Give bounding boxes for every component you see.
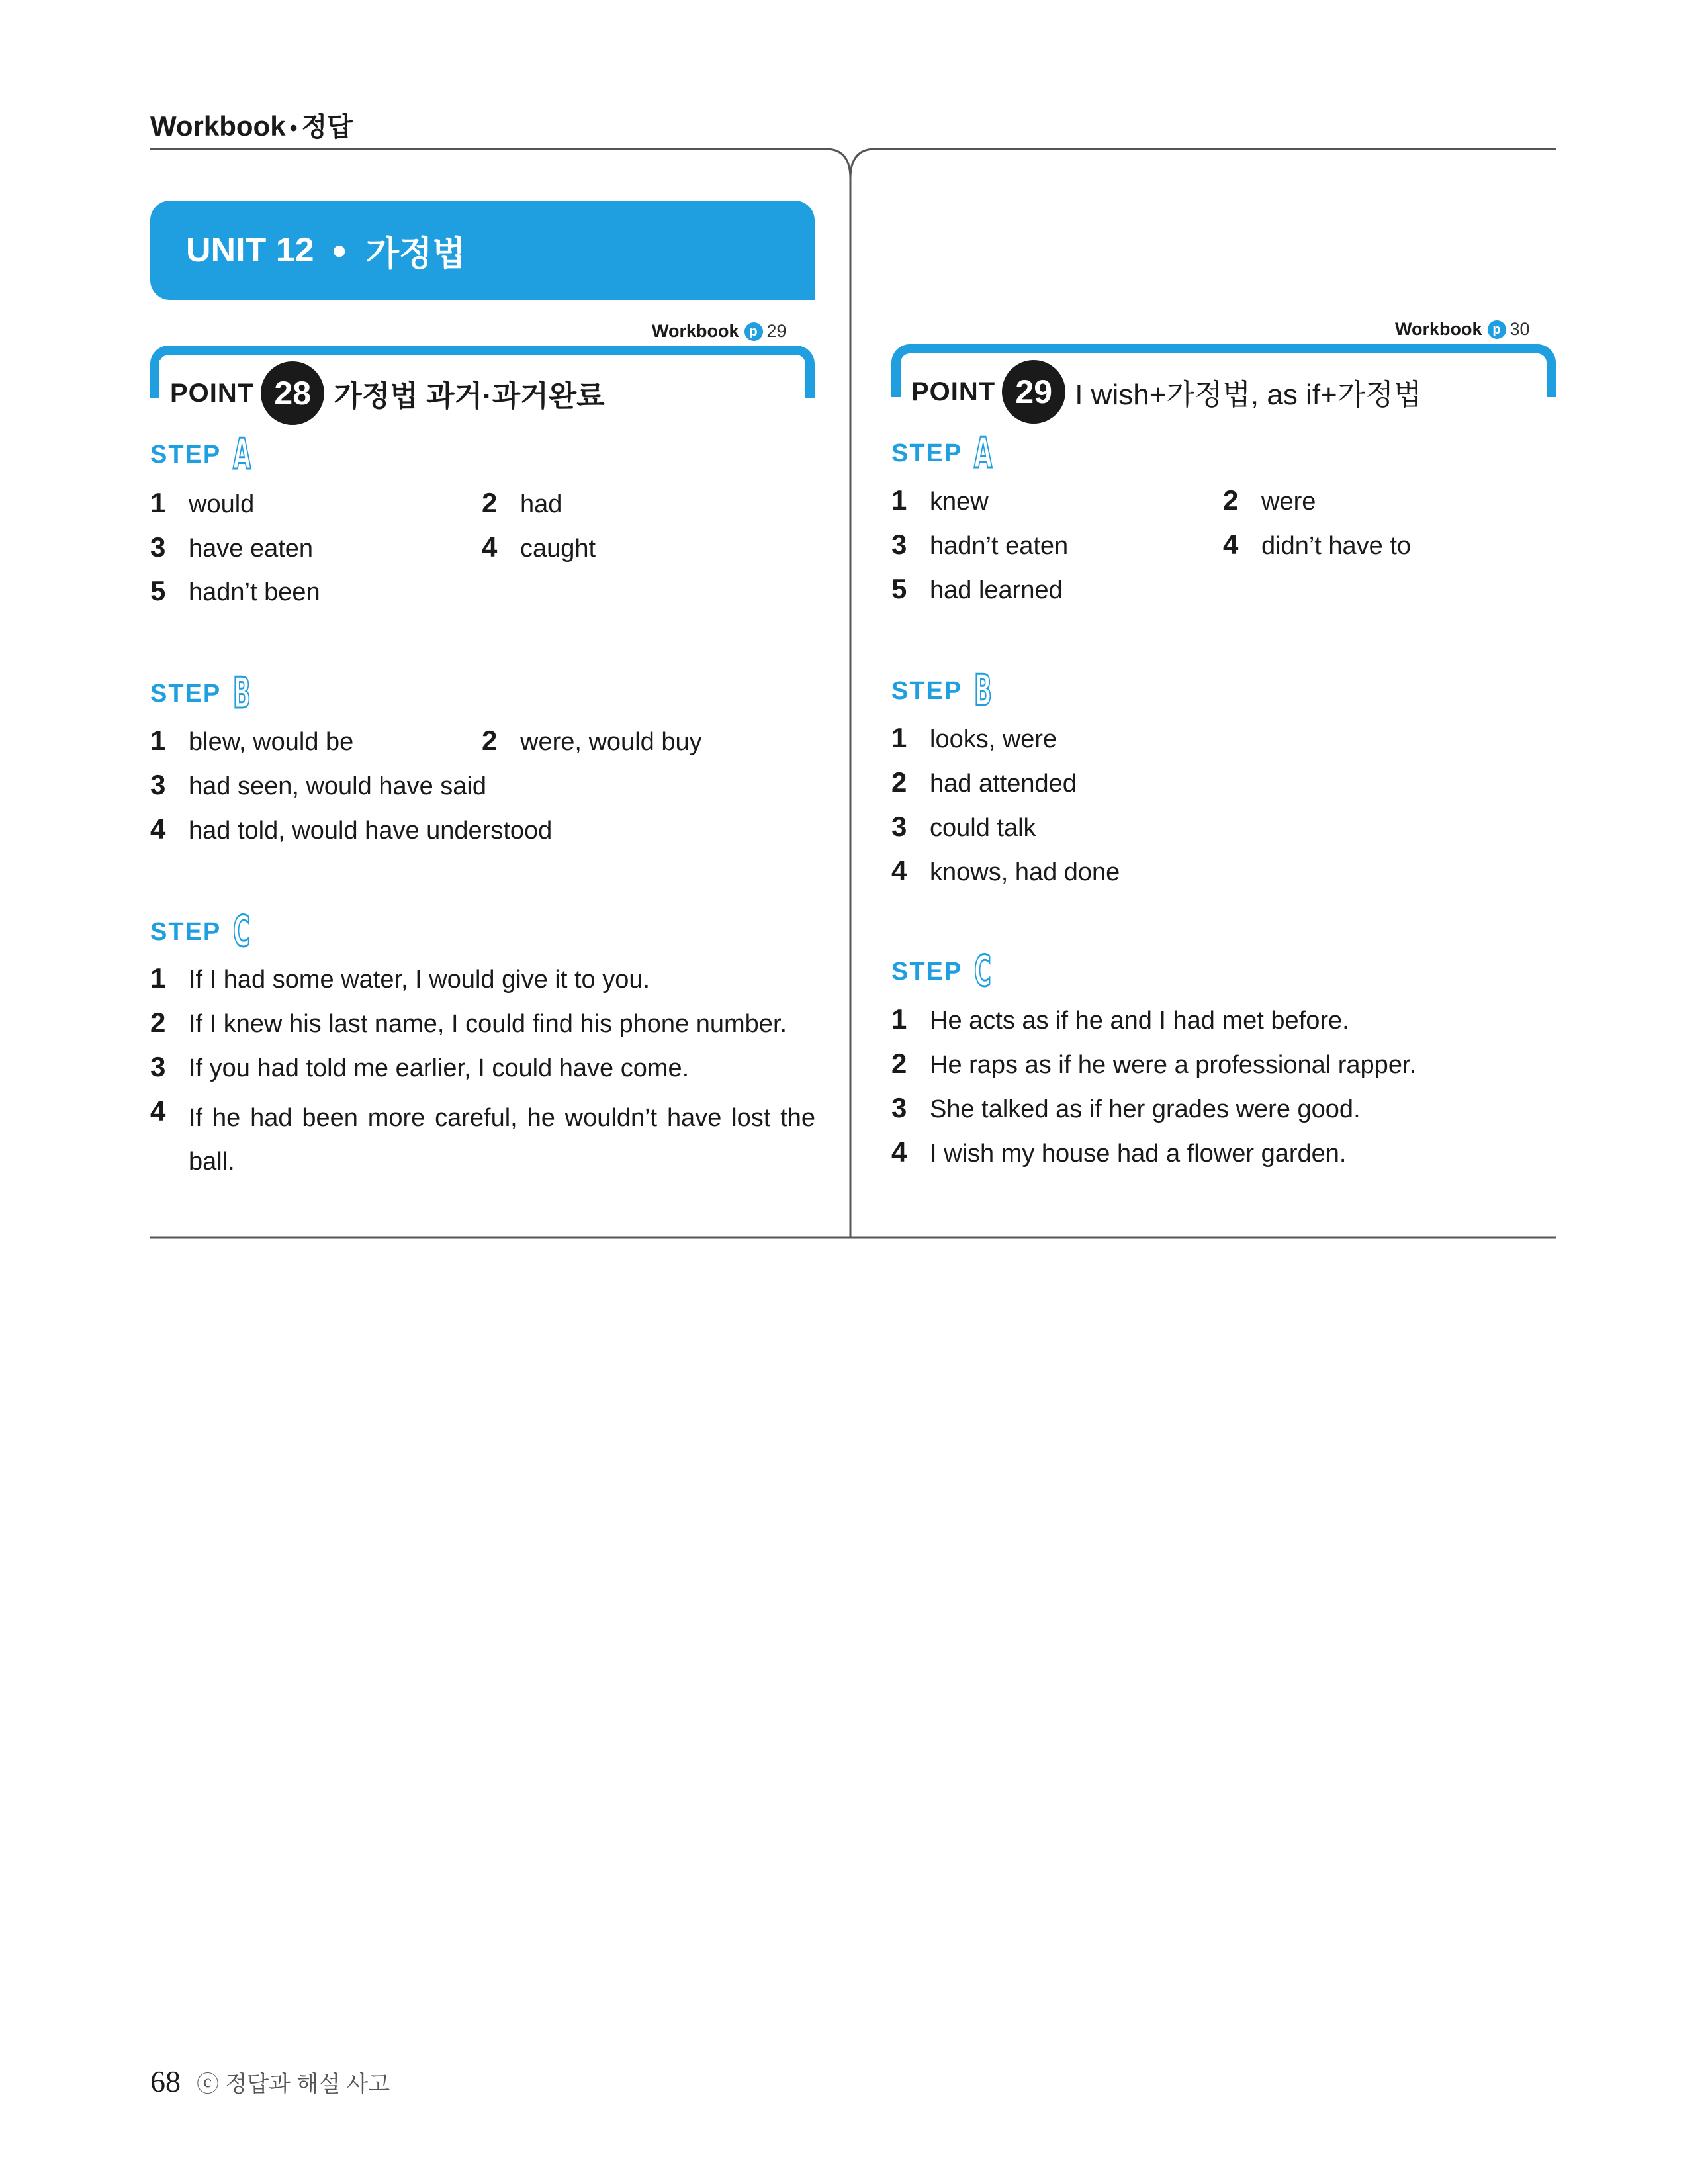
answer-item: 2 were [1223, 485, 1316, 516]
answer-item: 4 had told, would have understood [150, 813, 553, 845]
point-header-29 [891, 344, 1556, 424]
step-heading-b [150, 671, 265, 717]
step-heading-c [150, 909, 264, 955]
workbook-ref-label: Workbook [652, 321, 739, 341]
page-footer [150, 2064, 390, 2099]
point-number-badge: 28 [261, 361, 324, 425]
unit-title: 가정법 [365, 234, 466, 273]
step-heading-b [891, 668, 1007, 714]
point-header-28 [150, 346, 815, 425]
running-head [150, 106, 353, 144]
running-head-bullet: • [289, 116, 298, 141]
answer-item: 3 hadn’t eaten [891, 529, 1069, 560]
answer-item: 4 I wish my house had a flower garden. [891, 1136, 1347, 1168]
workbook-ref-page: 29 [766, 321, 787, 341]
answer-item: 2 He raps as if he were a professional rapper. [891, 1048, 1417, 1079]
page-badge-icon: p [744, 322, 763, 341]
answer-item: 1 If I had some water, I would give it to you. [150, 962, 651, 994]
workbook-ref-label: Workbook [1395, 319, 1482, 339]
point-label [159, 360, 615, 426]
unit-label: UNIT 12 [186, 231, 314, 269]
step-letter-icon: B [974, 667, 993, 716]
answer-item: 1 looks, were [891, 722, 1057, 753]
step-letter-icon: C [233, 907, 251, 956]
workbook-ref-right [1395, 319, 1530, 340]
workbook-ref-left [652, 321, 787, 342]
step-heading-a [891, 430, 1007, 477]
answer-item: 3 She talked as if her grades were good. [891, 1092, 1361, 1123]
answer-item: 1 blew, would be [150, 725, 354, 756]
step-word: STEP [150, 917, 222, 946]
answer-item: 3 If you had told me earlier, I could have come. [150, 1051, 690, 1082]
running-head-subtitle: 정답 [301, 113, 353, 142]
answer-item: 5 hadn’t been [150, 575, 320, 606]
step-word: STEP [150, 440, 222, 469]
answer-item: 1 He acts as if he and I had met before. [891, 1003, 1349, 1035]
copyright-text: ⓒ 정답과 해설 사고 [197, 2072, 390, 2097]
point-title: I wish+가정법, as if+가정법 [1075, 379, 1422, 411]
answer-item: 1 knew [891, 485, 989, 516]
step-letter-icon: A [974, 429, 993, 478]
answer-item: 5 had learned [891, 573, 1063, 604]
step-letter-icon: A [233, 430, 251, 479]
answer-item: 4 caught [482, 532, 596, 563]
answer-item: 2 had attended [891, 766, 1077, 798]
unit-bullet: ● [331, 235, 347, 265]
point-title: 가정법 과거·과거완료 [334, 380, 605, 412]
step-letter-icon: B [233, 669, 251, 718]
step-letter-icon: C [974, 947, 992, 996]
answer-item: 3 could talk [891, 811, 1036, 842]
point-word: POINT [911, 377, 996, 406]
point-label [901, 359, 1432, 425]
point-word: POINT [170, 378, 255, 408]
answer-item: 2 were, would buy [482, 725, 702, 756]
answer-item: 3 have eaten [150, 532, 314, 563]
page-number: 68 [150, 2064, 181, 2098]
page-badge-icon: p [1488, 320, 1506, 339]
step-word: STEP [891, 957, 963, 986]
answer-item: 4 knows, had done [891, 855, 1120, 886]
step-word: STEP [150, 679, 222, 708]
answer-item: 4 didn’t have to [1223, 529, 1412, 560]
workbook-ref-page: 30 [1509, 319, 1530, 339]
unit-banner [150, 201, 815, 300]
step-heading-c [891, 949, 1005, 995]
answer-item: 2 If I knew his last name, I could find his phone number. [150, 1007, 787, 1038]
answer-item: 4 If he had been more careful, he wouldn’t have lost the ball. [150, 1095, 815, 1176]
step-heading-a [150, 432, 266, 478]
answer-item: 2 had [482, 487, 562, 518]
answer-item: 1 would [150, 487, 255, 518]
point-number-badge: 29 [1002, 360, 1065, 424]
running-head-title: Workbook [150, 111, 286, 142]
step-word: STEP [891, 676, 963, 705]
answer-item: 3 had seen, would have said [150, 769, 486, 800]
step-word: STEP [891, 439, 963, 467]
